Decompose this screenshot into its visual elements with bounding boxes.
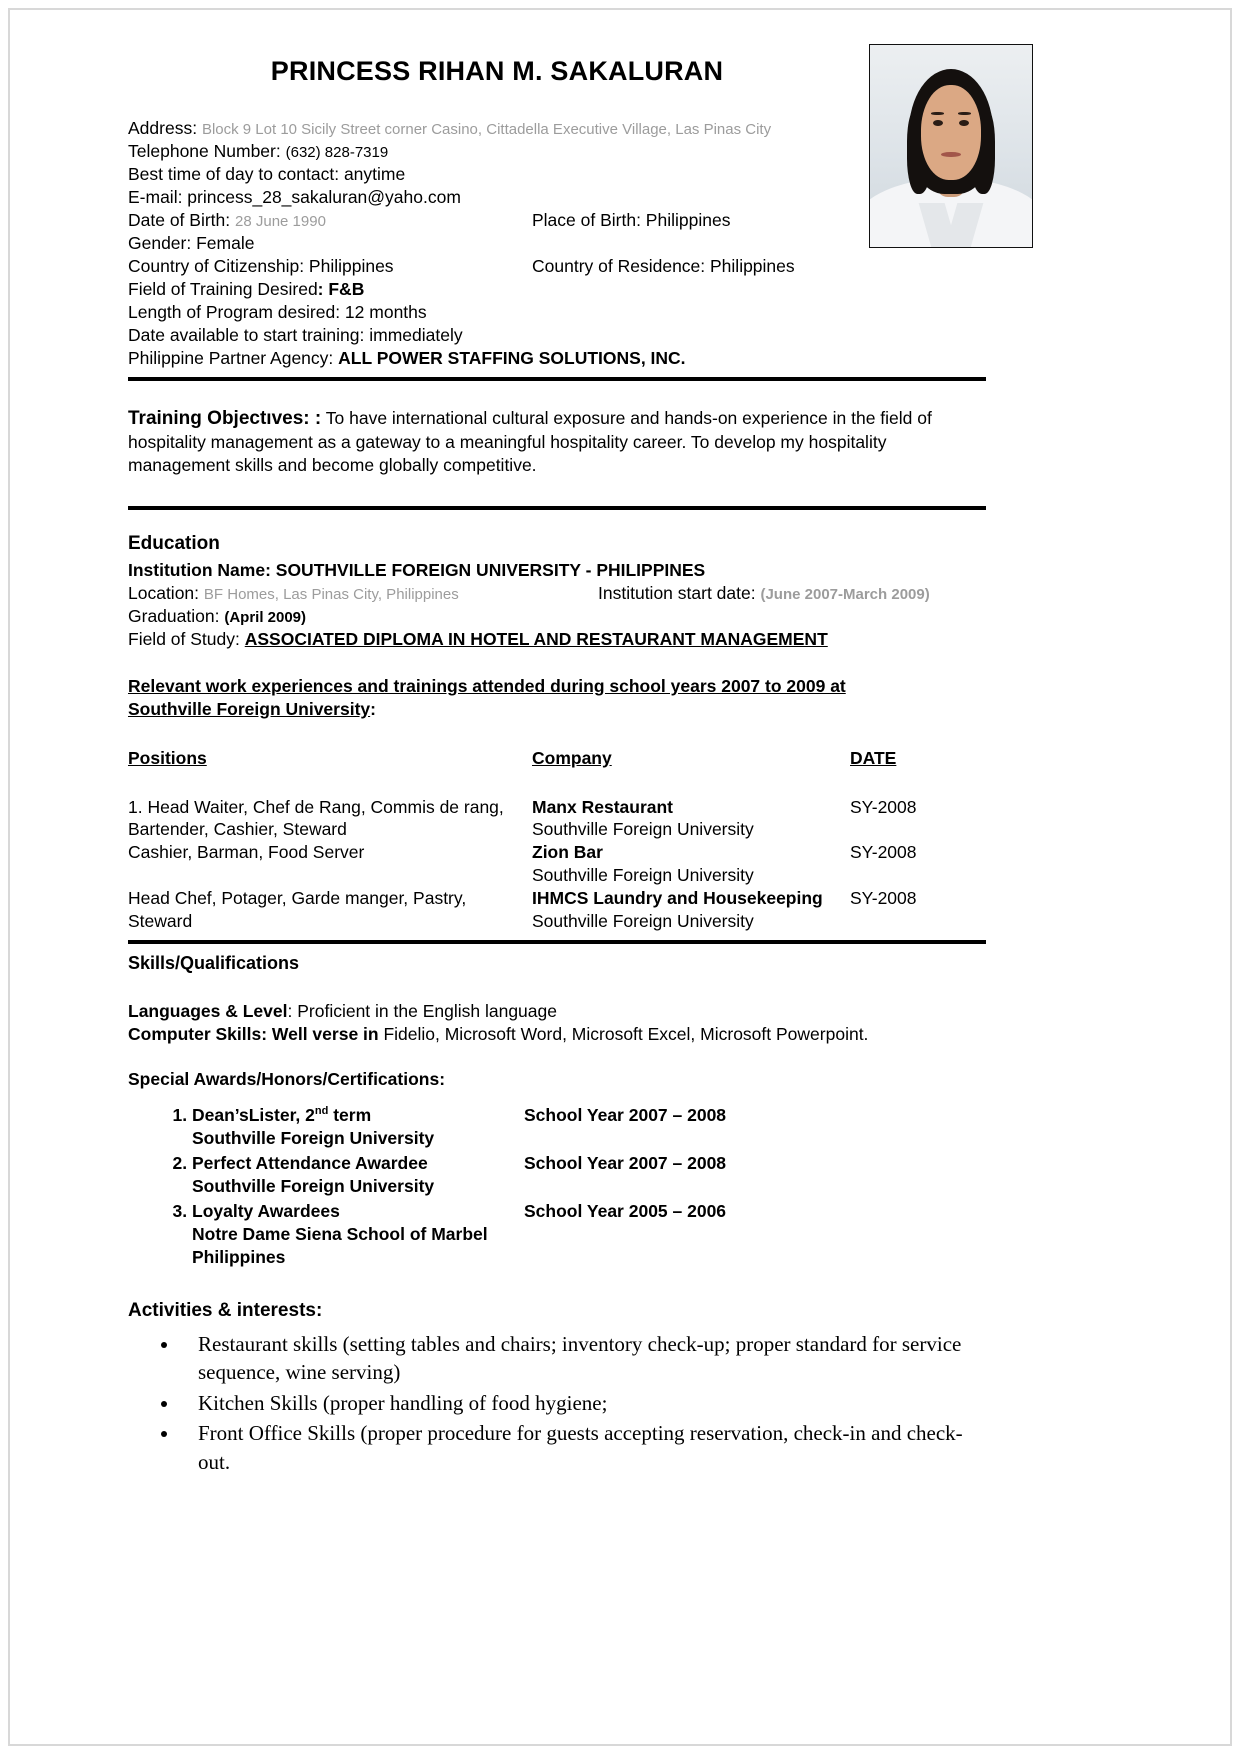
training-objectives-text: To have international cultural exposure and hands-on experience in the field of hospitality management as a gateway to a meaningful hospitality career. To develop my hospitality management skills and become globally competitive.: [128, 407, 932, 476]
experience-table: [128, 747, 986, 933]
row-positions: Cashier, Barman, Food Server: [128, 842, 365, 863]
education-heading: Education: [128, 533, 220, 555]
field-of-study-label: Field of Study:: [128, 628, 240, 649]
place-of-birth-line: Place of Birth: Philippines: [532, 210, 731, 231]
graduation-value: (April 2009): [224, 608, 307, 626]
telephone-label: Telephone Number:: [128, 141, 281, 162]
award-org: Southville Foreign University: [192, 1176, 435, 1197]
location-label: Location:: [128, 583, 200, 604]
agency-label: Philippine Partner Agency:: [128, 347, 339, 368]
training-objectives-label: Training Objectıves: :: [128, 407, 322, 429]
row-company: [532, 796, 850, 842]
skills-heading: Skills/Qualifications: [128, 953, 300, 974]
email-line: E-mail: princess_28_sakaluran@yaho.com: [128, 187, 461, 208]
field-of-study-value: ASSOCIATED DIPLOMA IN HOTEL AND RESTAURANT MANAGEMENT: [244, 628, 828, 649]
computer-skills-value: Fidelio, Microsoft Word, Microsoft Excel, Microsoft Powerpoint.: [378, 1023, 869, 1044]
activities-list: [128, 1330, 986, 1477]
row-company-name: Manx Restaurant: [532, 796, 674, 817]
page-title: PRINCESS RIHAN M. SAKALURAN: [270, 56, 724, 86]
experience-intro-line2: Southville Foreign University:: [128, 698, 376, 719]
award-title: 1. Dean’sLister, 2nd term: [192, 1105, 372, 1126]
row-company: [532, 841, 850, 887]
gender-line: Gender: Female: [128, 232, 255, 253]
agency-value: ALL POWER STAFFING SOLUTIONS, INC.: [338, 347, 686, 368]
awards-list: [128, 1104, 986, 1268]
citizenship-line: Country of Citizenship: Philippines: [128, 255, 394, 276]
row-date: SY-2008: [850, 796, 917, 817]
best-time-line: Best time of day to contact: anytime: [128, 164, 406, 185]
row-company-name: IHMCS Laundry and Housekeeping: [532, 888, 823, 909]
dob-line: [128, 209, 532, 232]
award-year: School Year 2005 – 2006: [524, 1201, 727, 1222]
start-date-value: (June 2007-March 2009): [760, 586, 930, 604]
row-company-name: Zion Bar: [532, 842, 603, 863]
award-org: Notre Dame Siena School of Marbel: [192, 1224, 488, 1245]
dob-row: [128, 209, 986, 232]
row-positions: 1. Head Waiter, Chef de Rang, Commis de rang, Bartender, Cashier, Steward: [128, 796, 504, 840]
resume-sheet: [128, 30, 986, 1478]
field-of-training-value: : F&B: [317, 278, 365, 299]
start-date-label: Institution start date:: [598, 583, 756, 604]
computer-skills-label: Computer Skills: Well verse in: [128, 1023, 379, 1044]
experience-intro: [128, 675, 986, 721]
graduation-label: Graduation:: [128, 605, 220, 626]
experience-intro-line1: Relevant work experiences and trainings attended during school years 2007 to 2009 at: [128, 675, 846, 696]
agency-line: [128, 347, 986, 370]
computer-skills-line: [128, 1023, 986, 1046]
location-value: BF Homes, Las Pinas City, Philippines: [203, 586, 459, 604]
activities-heading: Activities & interests:: [128, 1299, 323, 1321]
award-year: School Year 2007 – 2008: [524, 1105, 727, 1126]
list-item: • Kitchen Skills (proper handling of food hygiene;: [180, 1389, 986, 1418]
list-item: • Front Office Skills (proper procedure for guests accepting reservation, check-in and check-out.: [180, 1419, 986, 1476]
awards-heading: Special Awards/Honors/Certifications:: [128, 1068, 446, 1089]
institution-name-line: Institution Name: SOUTHVILLE FOREIGN UNIVERSITY - PHILIPPINES: [128, 560, 706, 581]
award-title: 2. Perfect Attendance Awardee: [192, 1153, 428, 1174]
length-line: Length of Program desired: 12 months: [128, 301, 427, 322]
row-company-sub: Southville Foreign University: [532, 865, 754, 886]
list-item: [192, 1152, 986, 1198]
languages-value: : Proficient in the English language: [287, 1000, 557, 1021]
contact-block: [128, 117, 986, 369]
citizenship-row: [128, 255, 986, 278]
start-date-line: [598, 582, 930, 605]
row-company-sub: Southville Foreign University: [532, 911, 754, 932]
telephone-value: (632) 828-7319: [285, 144, 389, 162]
address-label: Address:: [128, 118, 198, 139]
languages-label: Languages & Level: [128, 1000, 288, 1021]
table-row: [128, 887, 986, 933]
date-available-line: Date available to start training: immediately: [128, 324, 463, 345]
field-of-study-line: [128, 628, 986, 651]
divider-contact: [128, 377, 986, 381]
table-header-row: [128, 747, 986, 770]
row-company: [532, 887, 850, 933]
table-row: [128, 796, 986, 842]
field-of-training-label: Field of Training Desired: [128, 278, 318, 299]
row-positions: Head Chef, Potager, Garde manger, Pastry, Steward: [128, 888, 467, 932]
location-row: [128, 582, 986, 605]
languages-line: [128, 1000, 986, 1023]
row-company-sub: Southville Foreign University: [532, 819, 754, 840]
address-line: [128, 117, 986, 140]
location-line: [128, 582, 598, 605]
list-item: [192, 1200, 986, 1269]
row-date: SY-2008: [850, 888, 917, 909]
row-date: SY-2008: [850, 842, 917, 863]
column-header-company: Company: [532, 747, 612, 768]
column-header-date: DATE: [850, 747, 897, 768]
list-item: • Restaurant skills (setting tables and chairs; inventory check-up; proper standard for service sequence, wine serving): [180, 1330, 986, 1387]
award-org: Southville Foreign University: [192, 1128, 435, 1149]
dob-value: 28 June 1990: [235, 213, 326, 231]
award-title: 3. Loyalty Awardees: [192, 1201, 340, 1222]
education-block: [128, 532, 986, 651]
field-of-training-line: [128, 278, 986, 301]
residence-line: Country of Residence: Philippines: [532, 255, 795, 276]
table-row: [128, 841, 986, 887]
dob-label: Date of Birth:: [128, 210, 231, 231]
address-value: Block 9 Lot 10 Sicily Street corner Casino, Cittadella Executive Village, Las Pinas City: [201, 121, 772, 139]
award-year: School Year 2007 – 2008: [524, 1153, 727, 1174]
list-item: [192, 1104, 986, 1150]
graduation-line: [128, 605, 986, 628]
training-objectives-block: [128, 407, 986, 478]
award-org-line2: Philippines: [192, 1246, 286, 1267]
activities-block: [128, 1299, 986, 1477]
column-header-positions: Positions: [128, 747, 207, 768]
telephone-line: [128, 140, 986, 163]
